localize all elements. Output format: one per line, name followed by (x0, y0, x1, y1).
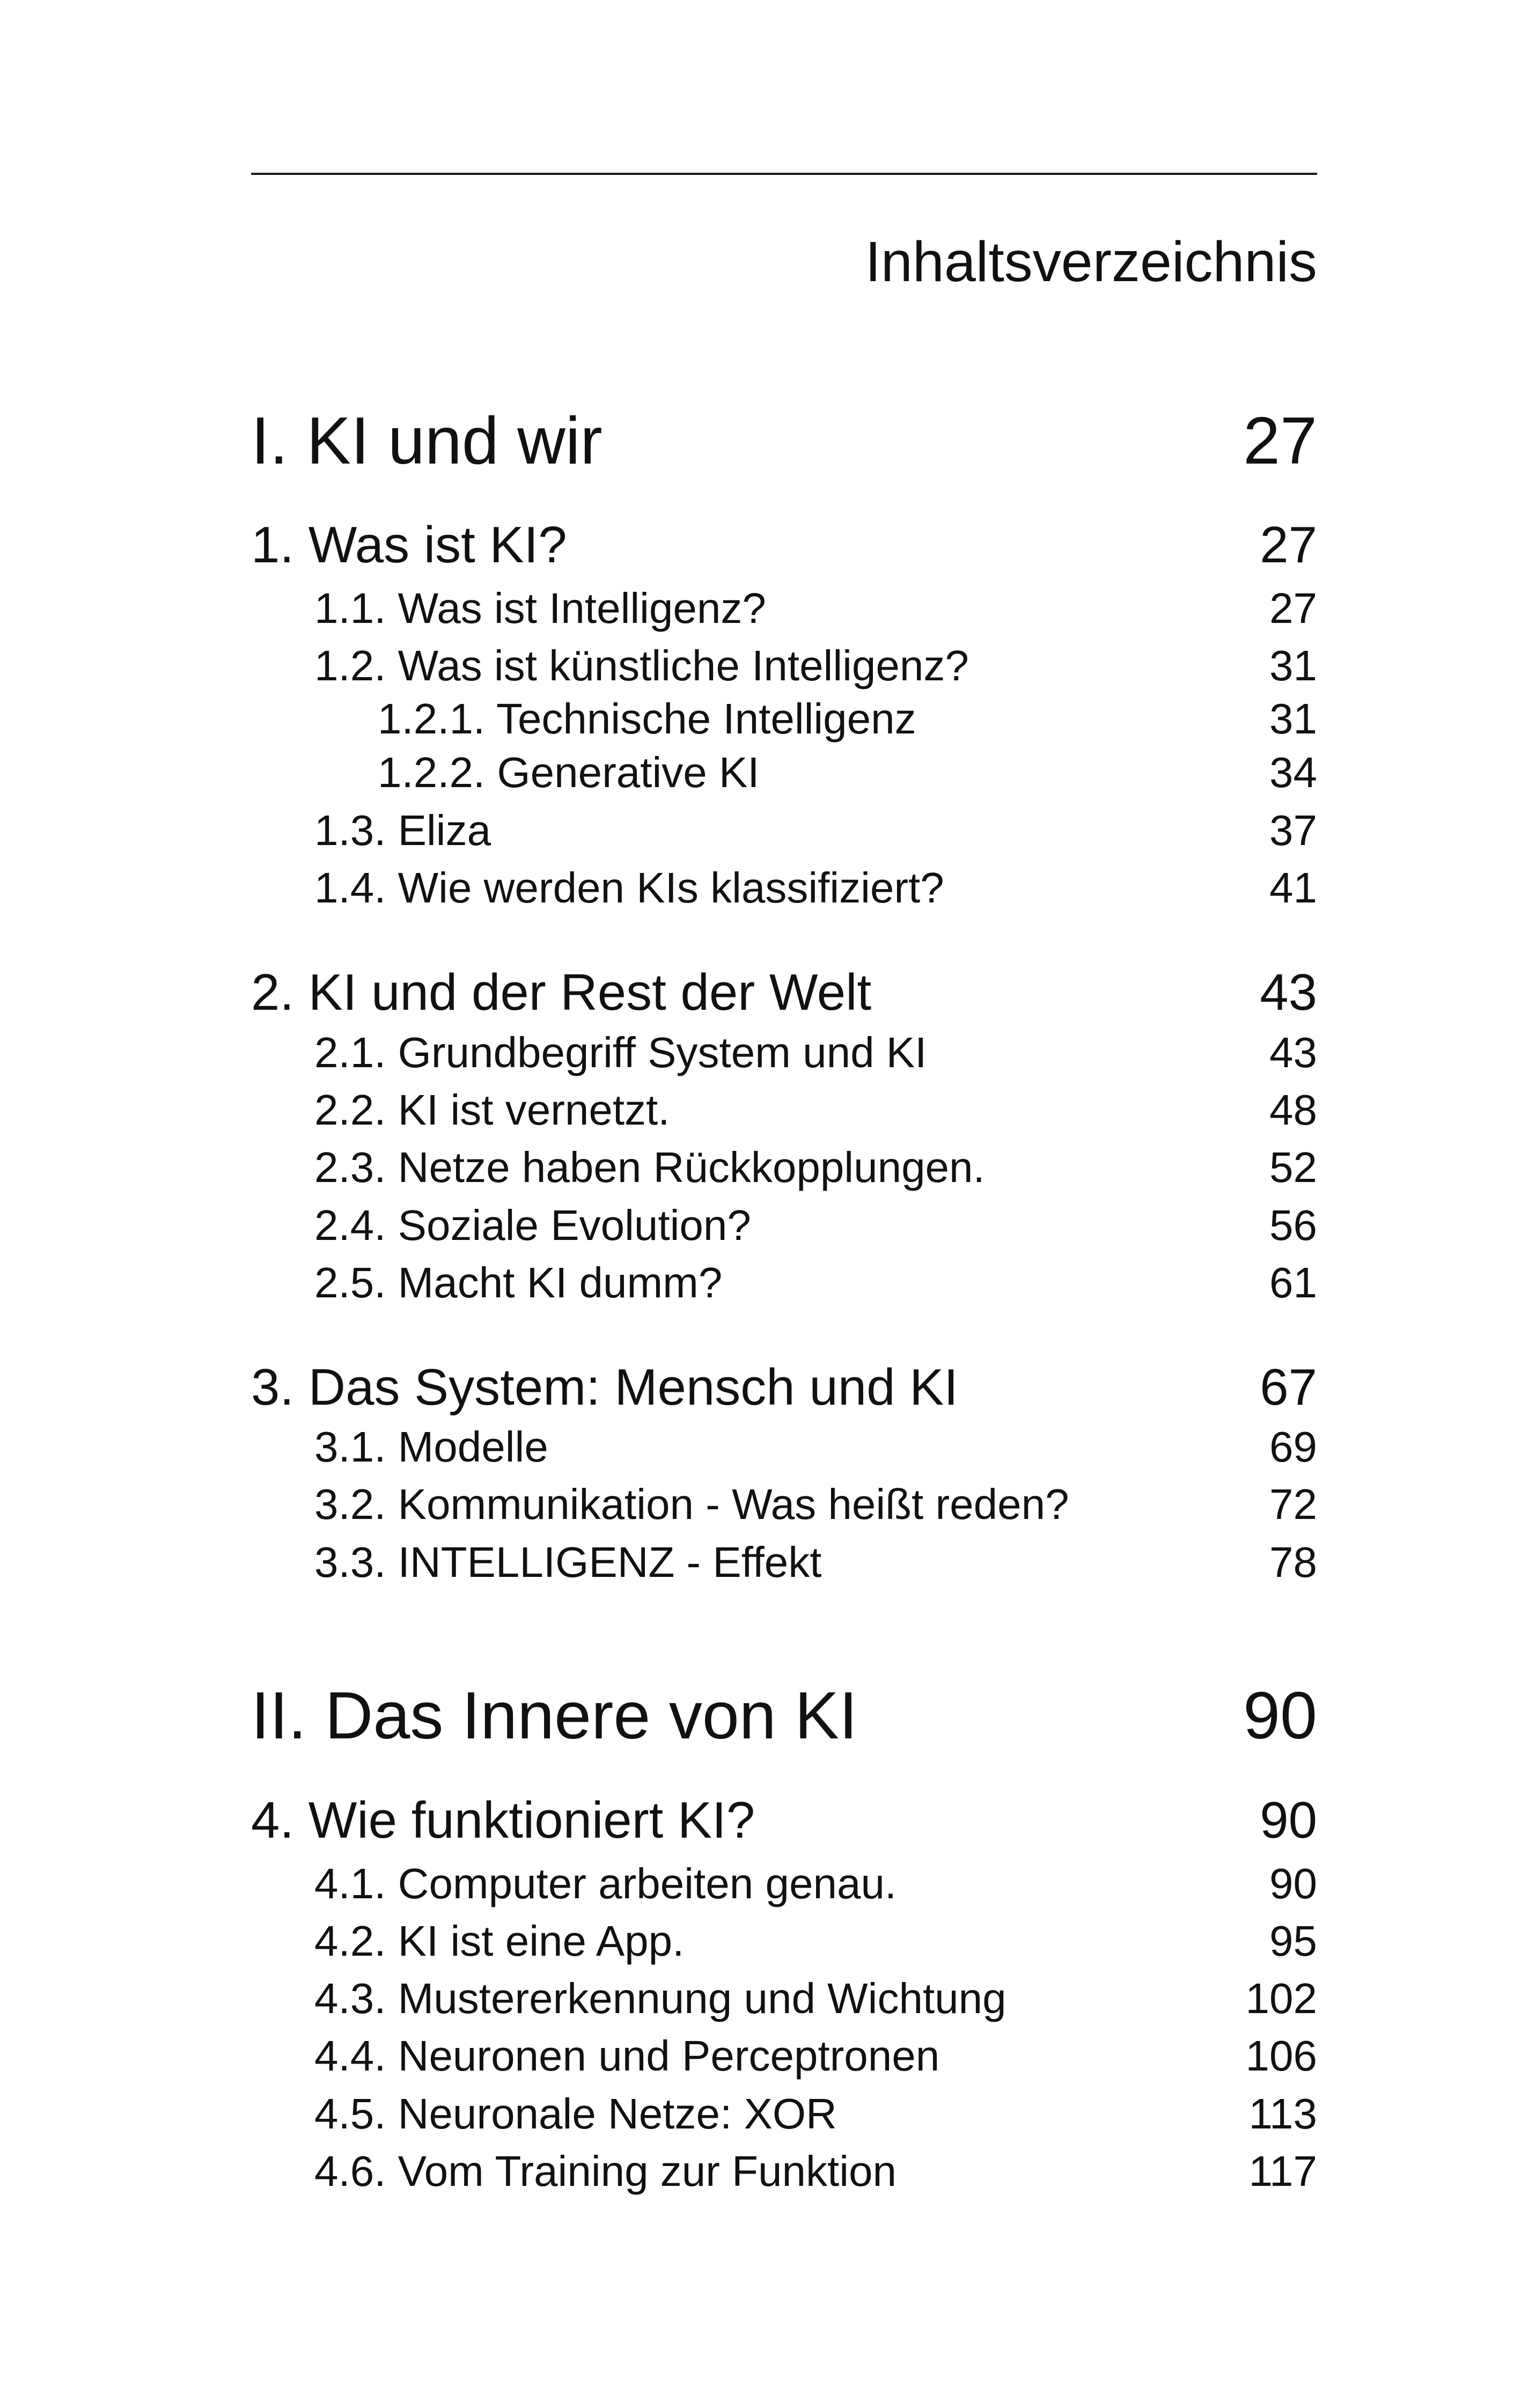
toc-section-entry[interactable] (251, 644, 1317, 687)
toc-entry-page: 117 (1248, 2147, 1317, 2195)
toc-section-entry[interactable] (251, 864, 1317, 912)
toc-chapter-entry[interactable] (251, 516, 1317, 574)
toc-section-entry[interactable] (251, 2147, 1317, 2195)
toc-section-entry[interactable] (251, 2090, 1317, 2138)
toc-entry-page: 27 (1243, 404, 1317, 478)
toc-entry-title: 1. Was ist KI? (251, 516, 567, 574)
toc-entry-title: 4.5. Neuronale Netze: XOR (314, 2090, 837, 2138)
toc-part-entry[interactable] (251, 404, 1317, 478)
toc-entry-title: 4.6. Vom Training zur Funktion (314, 2147, 897, 2195)
toc-entry-title: 1.1. Was ist Intelligenz? (314, 584, 766, 632)
toc-subsection-entry[interactable] (251, 748, 1317, 796)
toc-entry-page: 61 (1269, 1259, 1317, 1306)
toc-entry-page: 41 (1269, 864, 1317, 912)
header-rule (251, 173, 1317, 175)
toc-entry-page: 37 (1269, 806, 1317, 854)
toc-section-entry[interactable] (251, 1086, 1317, 1134)
toc-entry-title: 1.2.2. Generative KI (378, 748, 760, 796)
toc-entry-page: 48 (1269, 1086, 1317, 1134)
toc-entry-page: 78 (1269, 1538, 1317, 1586)
toc-section-entry[interactable] (251, 1862, 1317, 1905)
toc-entry-title: II. Das Innere von KI (251, 1679, 858, 1753)
toc-entry-title: 4.4. Neuronen und Perceptronen (314, 2032, 940, 2080)
toc-entry-page: 31 (1269, 642, 1317, 689)
toc-entry-title: 2.3. Netze haben Rückkopplungen. (314, 1143, 985, 1191)
toc-entry-page: 67 (1260, 1359, 1317, 1416)
toc-section-entry[interactable] (251, 1974, 1317, 2022)
toc-entry-title: 1.2. Was ist künstliche Intelligenz? (314, 642, 969, 689)
toc-subsection-entry[interactable] (251, 695, 1317, 743)
toc-section-entry[interactable] (251, 1917, 1317, 1965)
toc-section-entry[interactable] (251, 1423, 1317, 1471)
toc-entry-title: 2. KI und der Rest der Welt (251, 964, 872, 1021)
toc-section-entry[interactable] (251, 1538, 1317, 1586)
toc-chapter-entry[interactable] (251, 964, 1317, 1021)
toc-entry-title: 4.3. Mustererkennung und Wichtung (314, 1974, 1006, 2022)
toc-entry-page: 34 (1269, 748, 1317, 796)
toc-entry-page: 72 (1269, 1480, 1317, 1528)
toc-entry-page: 95 (1269, 1917, 1317, 1965)
toc-chapter-entry[interactable] (251, 1792, 1317, 1849)
toc-entry-page: 43 (1260, 964, 1317, 1021)
toc-entry-title: 2.5. Macht KI dumm? (314, 1259, 723, 1306)
toc-entry-title: I. KI und wir (251, 404, 602, 478)
toc-section-entry[interactable] (251, 2032, 1317, 2080)
toc-chapter-entry[interactable] (251, 1359, 1317, 1416)
toc-entry-title: 4.1. Computer arbeiten genau. (314, 1860, 897, 1907)
toc-entry-page: 43 (1269, 1029, 1317, 1076)
toc-entry-page: 69 (1269, 1423, 1317, 1471)
toc-entry-title: 4. Wie funktioniert KI? (251, 1792, 755, 1849)
toc-section-entry[interactable] (251, 1143, 1317, 1191)
toc-entry-title: 1.4. Wie werden KIs klassifiziert? (314, 864, 944, 912)
toc-section-entry[interactable] (251, 1261, 1317, 1304)
toc-entry-title: 1.3. Eliza (314, 806, 491, 854)
toc-entry-title: 2.2. KI ist vernetzt. (314, 1086, 670, 1134)
toc-entry-page: 27 (1269, 584, 1317, 632)
toc-entry-title: 2.4. Soziale Evolution? (314, 1201, 751, 1249)
toc-entry-page: 102 (1245, 1974, 1317, 2022)
toc-entry-page: 56 (1269, 1201, 1317, 1249)
toc-section-entry[interactable] (251, 584, 1317, 632)
toc-entry-page: 113 (1248, 2090, 1317, 2138)
toc-entry-title: 3.3. INTELLIGENZ - Effekt (314, 1538, 822, 1586)
page-title: Inhaltsverzeichnis (865, 230, 1317, 293)
toc-section-entry[interactable] (251, 806, 1317, 854)
toc-section-entry[interactable] (251, 1201, 1317, 1249)
toc-entry-title: 4.2. KI ist eine App. (314, 1917, 685, 1965)
toc-entry-page: 90 (1260, 1792, 1317, 1849)
toc-entry-title: 3.1. Modelle (314, 1423, 548, 1471)
toc-part-entry[interactable] (251, 1679, 1317, 1753)
toc-section-entry[interactable] (251, 1480, 1317, 1528)
toc-entry-page: 52 (1269, 1143, 1317, 1191)
toc-entry-title: 2.1. Grundbegriff System und KI (314, 1029, 927, 1076)
toc-entry-title: 3.2. Kommunikation - Was heißt reden? (314, 1480, 1069, 1528)
toc-entry-title: 3. Das System: Mensch und KI (251, 1359, 958, 1416)
toc-section-entry[interactable] (251, 1031, 1317, 1074)
toc-entry-page: 31 (1269, 695, 1317, 743)
toc-entry-page: 90 (1269, 1860, 1317, 1907)
toc-entry-page: 106 (1245, 2032, 1317, 2080)
toc-entry-page: 27 (1260, 516, 1317, 574)
toc-entry-page: 90 (1243, 1679, 1317, 1753)
toc-entry-title: 1.2.1. Technische Intelligenz (378, 695, 916, 743)
